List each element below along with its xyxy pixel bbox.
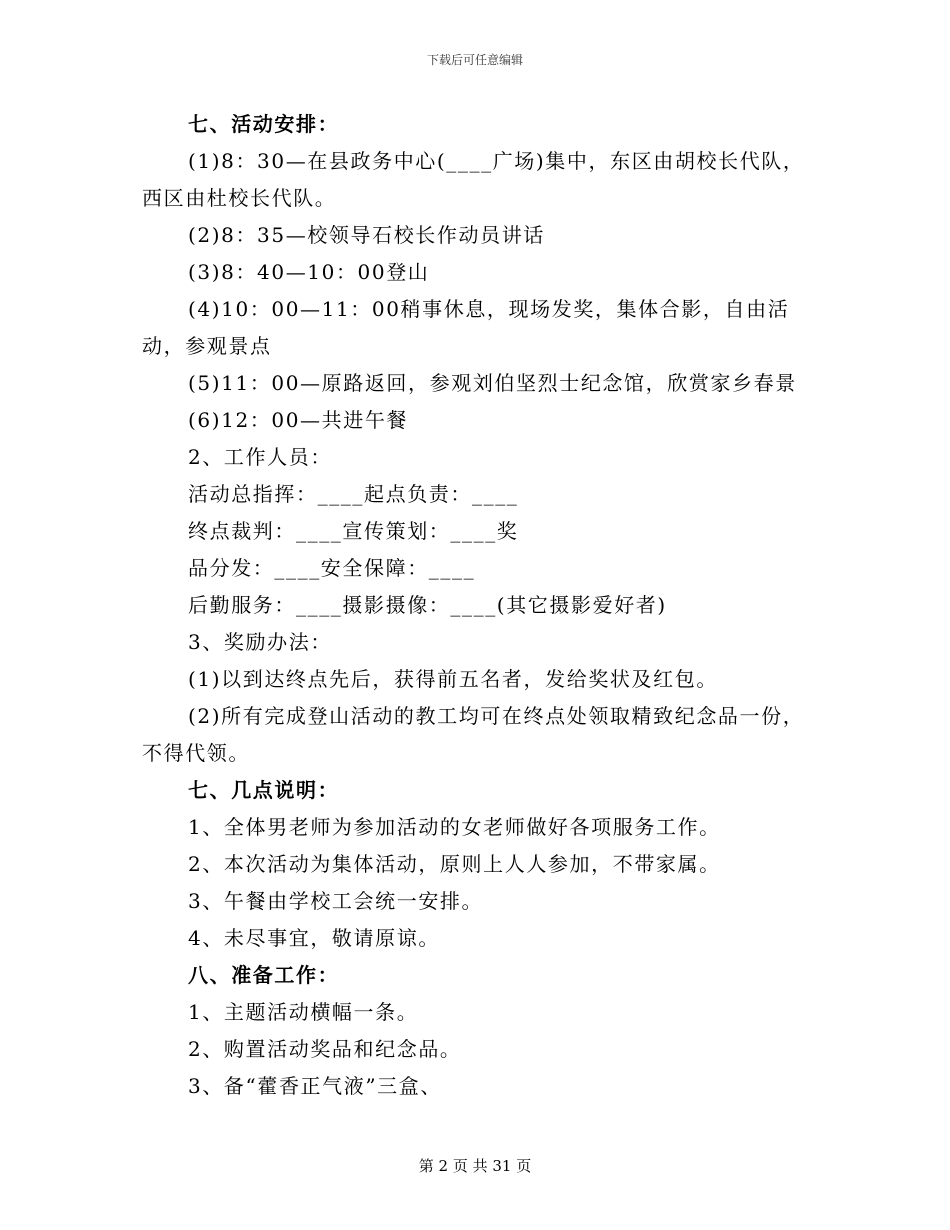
paragraph: (4)10：00—11：00稍事休息，现场发奖，集体合影，自由活动，参观景点: [142, 297, 790, 358]
paragraph: 后勤服务：____摄影摄像：____(其它摄影爱好者): [188, 593, 667, 617]
paragraph: 终点裁判：____宣传策划：____奖: [188, 519, 519, 543]
paragraph: 3、午餐由学校工会统一安排。: [188, 889, 484, 913]
paragraph: (1)8：30—在县政务中心(____广场)集中，东区由胡校长代队，西区由杜校长代队。: [142, 149, 805, 210]
paragraph: 1、全体男老师为参加活动的女老师做好各项服务工作。: [188, 815, 721, 839]
paragraph: 3、奖励办法：: [188, 630, 332, 654]
section-heading: 七、几点说明：: [188, 778, 340, 802]
paragraph: (2)所有完成登山活动的教工均可在终点处领取精致纪念品一份，不得代领。: [142, 704, 805, 765]
paragraph: 2、购置活动奖品和纪念品。: [188, 1037, 462, 1061]
section-heading: 七、活动安排：: [188, 112, 340, 136]
paragraph: (2)8：35—校领导石校长作动员讲话: [188, 223, 545, 247]
paragraph: 4、未尽事宜，敬请原谅。: [188, 926, 440, 950]
paragraph: 2、工作人员：: [188, 445, 332, 469]
section-heading: 八、准备工作：: [188, 963, 340, 987]
paragraph: (3)8：40—10：00登山: [188, 260, 430, 284]
paragraph: (6)12：00—共进午餐: [188, 408, 409, 432]
page-header: 下载后可任意编辑: [426, 53, 523, 67]
paragraph: 活动总指挥：____起点负责：____: [188, 482, 519, 506]
paragraph: 3、备“藿香正气液”三盒、: [188, 1074, 442, 1098]
paragraph: 品分发：____安全保障：____: [188, 556, 476, 580]
page-footer: 第 2 页 共 31 页: [418, 1157, 532, 1175]
document-body: [142, 106, 812, 1105]
paragraph: (5)11：00—原路返回，参观刘伯坚烈士纪念馆，欣赏家乡春景: [188, 371, 797, 395]
paragraph: 1、主题活动横幅一条。: [188, 1000, 419, 1024]
paragraph: (1)以到达终点先后，获得前五名者，发给奖状及红包。: [188, 667, 718, 691]
paragraph: 2、本次活动为集体活动，原则上人人参加，不带家属。: [188, 852, 721, 876]
